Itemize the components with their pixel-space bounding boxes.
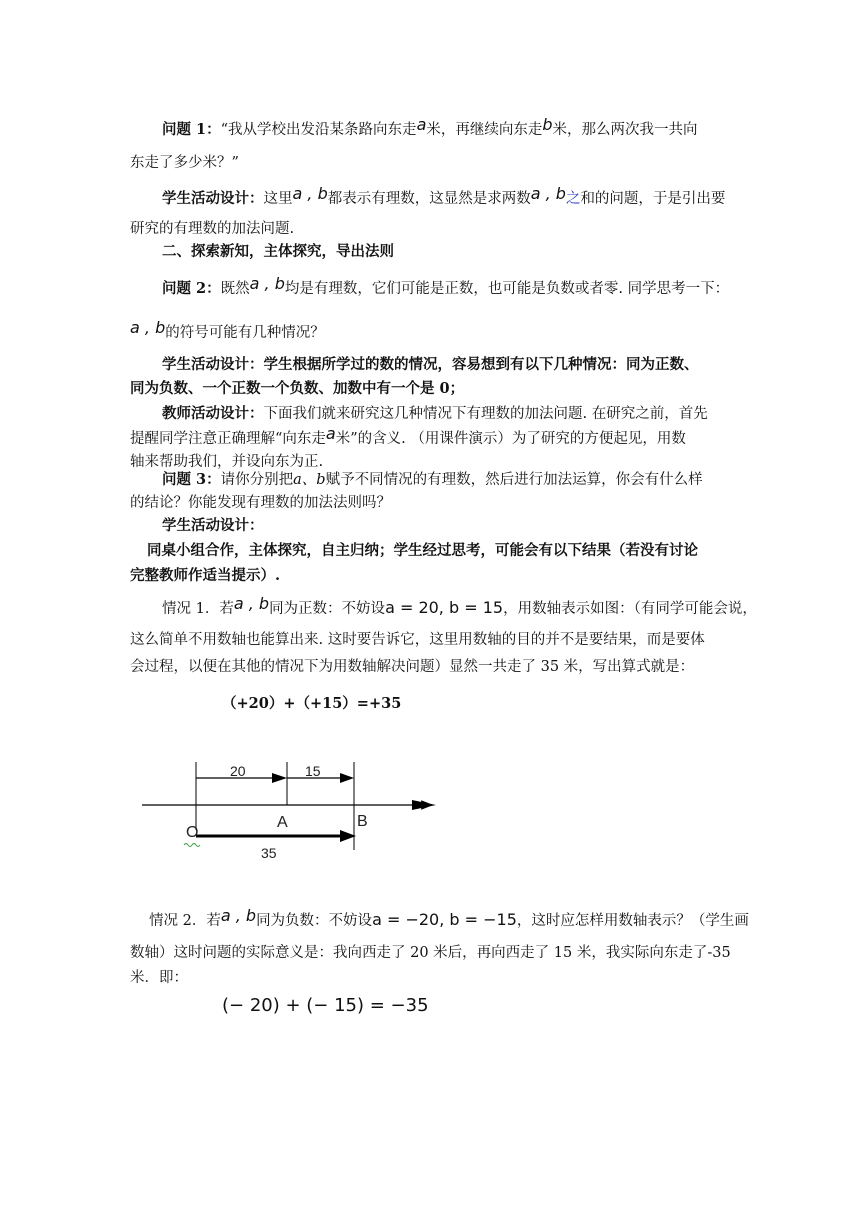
label: 学生活动设计： <box>162 190 264 207</box>
text: 米”的含义. （用课件演示）为了研究的方便起见，用数 <box>335 431 686 447</box>
label: 教师活动设计： <box>162 405 264 422</box>
case-2-formula: (− 20) + (− 15) = −35 <box>222 995 429 1016</box>
arrowhead-15 <box>340 773 354 783</box>
text: ，用数轴表示如图：（有同学可能会说， <box>503 601 757 617</box>
equation: a = 20, b = 15 <box>385 598 504 617</box>
spellcheck-squiggle <box>184 844 200 847</box>
arrowhead-20 <box>272 773 287 783</box>
label-20: 20 <box>230 763 246 779</box>
text: 和的问题，于是引出要 <box>580 191 726 207</box>
label-a: A <box>277 814 288 831</box>
group-work-line-1: 同桌小组合作，主体探究，自主归纳；学生经过思考，可能会有以下结果（若没有讨论 <box>147 542 698 559</box>
text: “我从学校出发沿某条路向东走 <box>220 122 417 138</box>
problem-1-label: 问题 1： <box>162 121 221 138</box>
text: 的符号可能有几种情况？ <box>165 325 325 341</box>
label-o: O <box>186 824 199 841</box>
student-activity-1-line-2: 研究的有理数的加法问题. <box>130 221 295 237</box>
label-b: B <box>357 813 368 830</box>
text: 米，那么两次我一共向 <box>552 122 698 138</box>
text: ，这时应怎样用数轴表示？（学生画 <box>516 913 749 929</box>
case-1-line-3: 会过程，以便在其他的情况下为用数轴解决问题）显然一共走了 35 米，写出算式就是： <box>130 659 695 675</box>
text: 均是有理数，它们可能是正数，也可能是负数或者零. 同学思考一下： <box>284 281 730 297</box>
text: 米，再继续向东走 <box>426 122 543 138</box>
student-activity-3-label: 学生活动设计： <box>162 517 264 534</box>
teacher-activity-line-3: 轴来帮助我们，并设向东为正. <box>130 454 324 470</box>
text: 提醒同学注意正确理解“向东走 <box>130 431 326 447</box>
problem-3-line-2: 的结论？你能发现有理数的加法法则吗？ <box>130 495 391 511</box>
case-2-line-2: 数轴）这时问题的实际意义是：我向西走了 20 米后，再向西走了 15 米，我实际向东走了-35 <box>130 945 731 961</box>
text: 既然 <box>220 281 250 297</box>
var-ab: a , b <box>130 318 166 337</box>
text: 情况 1．若 <box>162 601 234 617</box>
text: 赋予不同情况的有理数，然后进行加法运算，你会有什么样 <box>325 472 703 488</box>
label: 问题 3： <box>162 471 221 488</box>
var-ab: a , b <box>233 594 270 613</box>
case-2-line-1 <box>149 906 749 931</box>
label-35: 35 <box>261 845 277 861</box>
student-activity-2-line-2: 同为负数、一个正数一个负数、加数中有一个是 0； <box>130 380 465 397</box>
text: 这里 <box>263 191 293 207</box>
text: 同为正数：不妨设 <box>269 601 386 617</box>
problem-1-line-2: 东走了多少米？” <box>130 155 239 171</box>
text: 之 <box>565 191 581 207</box>
var-a: a <box>325 424 336 443</box>
var-ab: a、b <box>293 472 326 488</box>
label-15: 15 <box>305 763 321 779</box>
var-ab: a , b <box>530 184 566 203</box>
section-heading-2: 二、探索新知，主体探究，导出法则 <box>162 243 394 260</box>
student-activity-2-line-1: 学生活动设计：学生根据所学过的数的情况，容易想到有以下几种情况：同为正数、 <box>162 356 699 373</box>
axis-arrowhead <box>412 800 436 810</box>
text: 请你分别把 <box>220 472 294 488</box>
case-1-formula: （+20）+（+15）=+35 <box>222 695 402 712</box>
case-2-line-3: 米．即： <box>130 970 188 986</box>
case-1-line-2: 这么简单不用数轴也能算出来. 这时要告诉它，这里用数轴的目的并不是要结果，而是要体 <box>130 632 705 648</box>
group-work-line-2: 完整教师作适当提示）. <box>130 567 281 584</box>
var-ab: a , b <box>249 274 285 293</box>
text: 都表示有理数，这显然是求两数 <box>327 191 531 207</box>
label: 问题 2： <box>162 280 221 297</box>
text: 下面我们就来研究这几种情况下有理数的加法问题. 在研究之前，首先 <box>263 406 708 422</box>
var-ab: a , b <box>220 906 257 925</box>
var-ab: a , b <box>292 184 328 203</box>
text: 同为负数：不妨设 <box>256 913 373 929</box>
var-b: b <box>542 115 553 134</box>
equation: a = −20, b = −15 <box>372 910 517 929</box>
var-a: a <box>416 115 427 134</box>
text: 情况 2．若 <box>149 913 221 929</box>
